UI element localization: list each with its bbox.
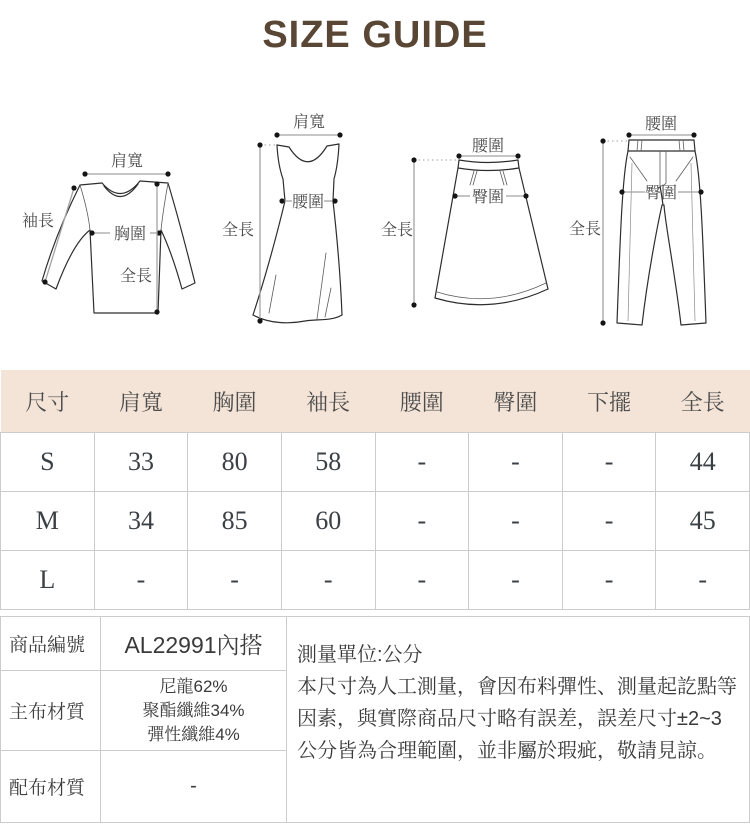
dress-seams [269,253,331,319]
fabric-line: 聚酯纖維34% [142,700,245,720]
col-header-shoulder: 肩寬 [94,370,188,433]
diagram-pants [560,93,750,355]
value-cell: - [562,492,656,551]
value-cell: - [94,551,188,610]
col-header-size: 尺寸 [1,370,95,433]
value-cell: - [562,433,656,492]
pants-details [630,140,693,186]
value-cell: 34 [94,492,188,551]
product-number-label: 商品編號 [1,617,101,671]
table-row-l [1,551,750,610]
main-fabric-label: 主布材質 [1,671,101,751]
size-cell: S [1,433,95,492]
value-cell: - [281,551,375,610]
diagram-skirt [380,93,570,355]
col-header-chest: 胸圍 [188,370,282,433]
lining-fabric-label: 配布材質 [1,751,101,823]
top-label-shoulder: 肩寬 [110,153,144,170]
diagram-sleeveless-dress [200,93,390,355]
product-number-row [1,617,750,671]
value-cell: - [188,551,282,610]
note-unit: 測量單位:公分 [297,644,423,666]
value-cell: - [469,551,563,610]
skirt-label-length: 全長 [380,222,414,239]
value-cell: 44 [656,433,750,492]
product-info-table [0,616,750,823]
size-table-header-row [1,370,750,433]
size-table [0,370,750,610]
value-cell: 80 [188,433,282,492]
page-title: SIZE GUIDE [262,14,488,56]
table-row-s [1,433,750,492]
pants-measurements [600,132,703,325]
top-seams [80,183,168,230]
value-cell: - [375,492,469,551]
note-body: 本尺寸為人工測量，會因布料彈性、測量起訖點等因素，與實際商品尺寸略有誤差，誤差尺寸±2~3公分皆為合理範圍，並非屬於瑕疵，敬請見諒。 [297,676,737,762]
col-header-sleeve: 袖長 [281,370,375,433]
size-cell: M [1,492,95,551]
value-cell: - [375,433,469,492]
top-outline [42,181,195,313]
value-cell: - [469,492,563,551]
measurement-note [287,617,750,823]
dress-outline [253,144,342,323]
value-cell: - [375,551,469,610]
fabric-line: 彈性纖維4% [147,724,240,744]
top-label-chest: 胸圍 [113,226,147,243]
top-label-length: 全長 [119,268,153,285]
col-header-length: 全長 [656,370,750,433]
dress-label-waist: 腰圍 [291,194,325,211]
lining-fabric-value: - [101,751,287,823]
col-header-hip: 臀圍 [469,370,563,433]
main-fabric-value [101,671,287,751]
pants-label-length: 全長 [568,221,602,238]
value-cell: 60 [281,492,375,551]
skirt-label-hip: 臀圍 [471,189,505,206]
pants-label-waist: 腰圍 [644,116,678,133]
value-cell: 58 [281,433,375,492]
col-header-waist: 腰圍 [375,370,469,433]
skirt-measurements [411,153,528,307]
value-cell: - [656,551,750,610]
table-row-m [1,492,750,551]
garment-diagrams [0,93,750,365]
value-cell: 33 [94,433,188,492]
pants-label-hip: 臀圍 [644,185,678,202]
value-cell: - [469,433,563,492]
value-cell: 45 [656,492,750,551]
top-measurements [42,171,170,314]
diagram-long-sleeve-top [0,93,205,355]
fabric-line: 尼龍62% [159,676,228,696]
size-cell: L [1,551,95,610]
value-cell: - [562,551,656,610]
col-header-hem: 下擺 [562,370,656,433]
top-label-sleeve: 袖長 [21,213,55,230]
dress-label-shoulder: 肩寬 [292,114,326,131]
product-number-value: AL22991內搭 [101,617,287,671]
dress-label-length: 全長 [221,222,255,239]
skirt-label-waist: 腰圍 [471,138,505,155]
skirt-outline [435,160,548,305]
value-cell: 85 [188,492,282,551]
